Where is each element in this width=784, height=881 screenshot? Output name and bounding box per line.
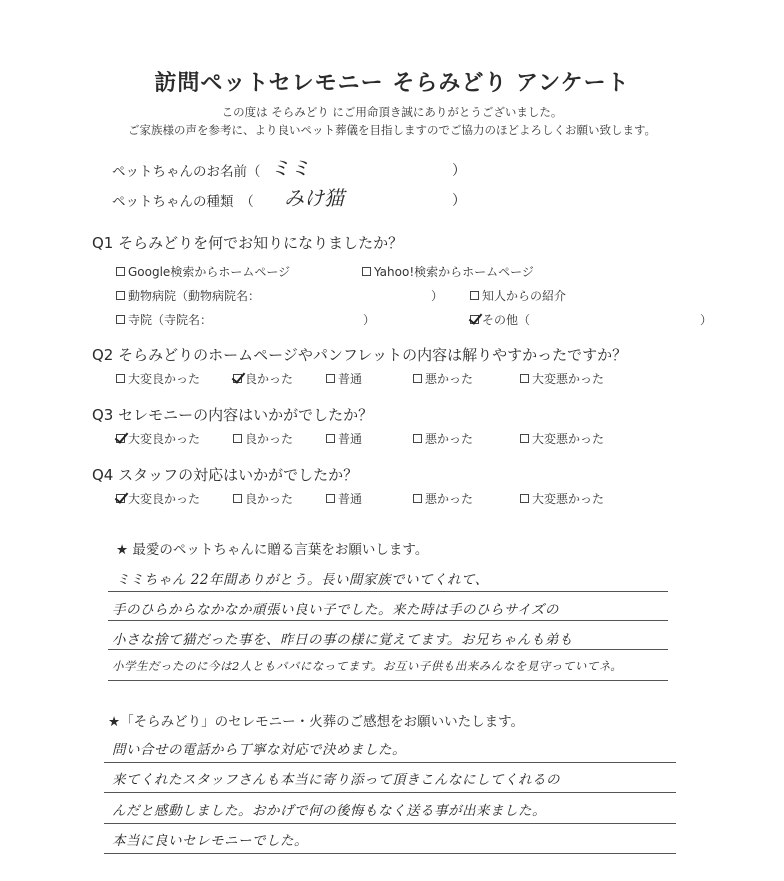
q3-question: Q3 セレモニーの内容はいかがでしたか？	[92, 406, 374, 424]
q1-option-google[interactable]: Google検索からホームページ	[116, 263, 290, 280]
q3-option-very-bad[interactable]: 大変悪かった	[520, 430, 604, 447]
pet-type-label: ペットちゃんの種類 （	[112, 194, 254, 210]
q1-question: Q1 そらみどりを何でお知りになりましたか？	[92, 234, 404, 252]
message-text-line-4[interactable]: 小学生だったのに今は2人ともパパになってます。お互い子供も出来みんなを見守っていてネ。	[112, 659, 623, 673]
message-heading: ★ 最愛のペットちゃんに贈る言葉をお願いします。	[116, 542, 429, 558]
impression-heading: ★「そらみどり」のセレモニー・火葬のご感想をお願いいたします。	[108, 714, 525, 730]
impression-text-line-2[interactable]: 来てくれたスタッフさんも本当に寄り添って頂きこんなにしてくれるの	[112, 772, 560, 788]
q2-option-very-good[interactable]: 大変良かった	[116, 370, 200, 387]
intro-line-1: この度は そらみどり にご用命頂き誠にありがとうございました。	[221, 105, 563, 119]
q2-option-normal[interactable]: 普通	[326, 370, 362, 387]
q4-question: Q4 スタッフの対応はいかがでしたか？	[92, 466, 359, 484]
checkbox[interactable]	[116, 374, 125, 383]
checkbox[interactable]	[116, 291, 125, 300]
impression-line-rule-2	[104, 792, 676, 793]
q2-question: Q2 そらみどりのホームページやパンフレットの内容は解りやすかったですか？	[92, 346, 628, 364]
q3-option-good[interactable]: 良かった	[233, 430, 293, 447]
message-text-line-1[interactable]: ミミちゃん 22年間ありがとう。長い間家族でいてくれて、	[116, 572, 489, 588]
checkbox[interactable]	[520, 374, 529, 383]
checkbox-checked[interactable]	[116, 434, 125, 443]
q1-other-close-paren: ）	[700, 313, 713, 327]
q3-option-very-good[interactable]: 大変良かった	[116, 430, 200, 447]
checkbox[interactable]	[470, 291, 479, 300]
pet-name-value[interactable]: ミミ	[270, 156, 310, 180]
checkbox[interactable]	[326, 374, 335, 383]
q1-option-yahoo[interactable]: Yahoo!検索からホームページ	[362, 263, 534, 280]
checkbox[interactable]	[326, 434, 335, 443]
message-text-line-2[interactable]: 手のひらからなかなか頑張い良い子でした。来た時は手のひらサイズの	[112, 602, 559, 618]
checkbox[interactable]	[233, 434, 242, 443]
checkbox[interactable]	[413, 434, 422, 443]
checkbox[interactable]	[326, 494, 335, 503]
checkbox-checked[interactable]	[233, 374, 242, 383]
checkbox[interactable]	[413, 494, 422, 503]
impression-text-line-4[interactable]: 本当に良いセレモニーでした。	[112, 833, 308, 849]
message-text-line-3[interactable]: 小さな捨て猫だった事を、昨日の事の様に覚えてます。お兄ちゃんも弟も	[112, 632, 573, 648]
checkbox-checked[interactable]	[470, 315, 479, 324]
q1-option-other[interactable]: その他（	[470, 311, 530, 328]
q3-option-bad[interactable]: 悪かった	[413, 430, 473, 447]
q1-option-vet[interactable]: 動物病院（動物病院名：	[116, 287, 260, 304]
checkbox[interactable]	[233, 494, 242, 503]
pet-type-value[interactable]: みけ猫	[284, 186, 344, 210]
q3-option-normal[interactable]: 普通	[326, 430, 362, 447]
q2-option-bad[interactable]: 悪かった	[413, 370, 473, 387]
q4-option-very-bad[interactable]: 大変悪かった	[520, 490, 604, 507]
q1-option-temple[interactable]: 寺院（寺院名：	[116, 311, 212, 328]
impression-line-rule-3	[104, 823, 676, 824]
message-line-rule-4	[108, 680, 668, 681]
q1-vet-close-paren: ）	[431, 289, 444, 303]
q2-option-very-bad[interactable]: 大変悪かった	[520, 370, 604, 387]
checkbox[interactable]	[413, 374, 422, 383]
message-line-rule-3	[108, 649, 668, 650]
q1-option-friend[interactable]: 知人からの紹介	[470, 287, 566, 304]
q4-option-normal[interactable]: 普通	[326, 490, 362, 507]
pet-name-label: ペットちゃんのお名前（	[112, 164, 261, 180]
q4-option-very-good[interactable]: 大変良かった	[116, 490, 200, 507]
q2-option-good[interactable]: 良かった	[233, 370, 293, 387]
checkbox[interactable]	[116, 267, 125, 276]
impression-line-rule-4	[104, 853, 676, 854]
pet-type-close-paren: ）	[452, 193, 466, 209]
q1-temple-close-paren: ）	[363, 313, 376, 327]
message-line-rule-1	[108, 591, 668, 592]
survey-title: 訪問ペットセレモニー そらみどり アンケート	[154, 71, 630, 96]
impression-line-rule-1	[104, 762, 676, 763]
checkbox[interactable]	[116, 315, 125, 324]
message-line-rule-2	[108, 620, 668, 621]
impression-text-line-1[interactable]: 問い合せの電話から丁寧な対応で決めました。	[112, 742, 406, 758]
intro-line-2: ご家族様の声を参考に、より良いペット葬儀を目指しますのでご協力のほどよろしくお願い致します。	[127, 123, 657, 137]
pet-name-close-paren: ）	[452, 163, 466, 179]
impression-text-line-3[interactable]: んだと感動しました。おかげで何の後悔もなく送る事が出来ました。	[112, 803, 546, 819]
checkbox-checked[interactable]	[116, 494, 125, 503]
checkbox[interactable]	[362, 267, 371, 276]
q4-option-good[interactable]: 良かった	[233, 490, 293, 507]
checkbox[interactable]	[520, 494, 529, 503]
q4-option-bad[interactable]: 悪かった	[413, 490, 473, 507]
checkbox[interactable]	[520, 434, 529, 443]
